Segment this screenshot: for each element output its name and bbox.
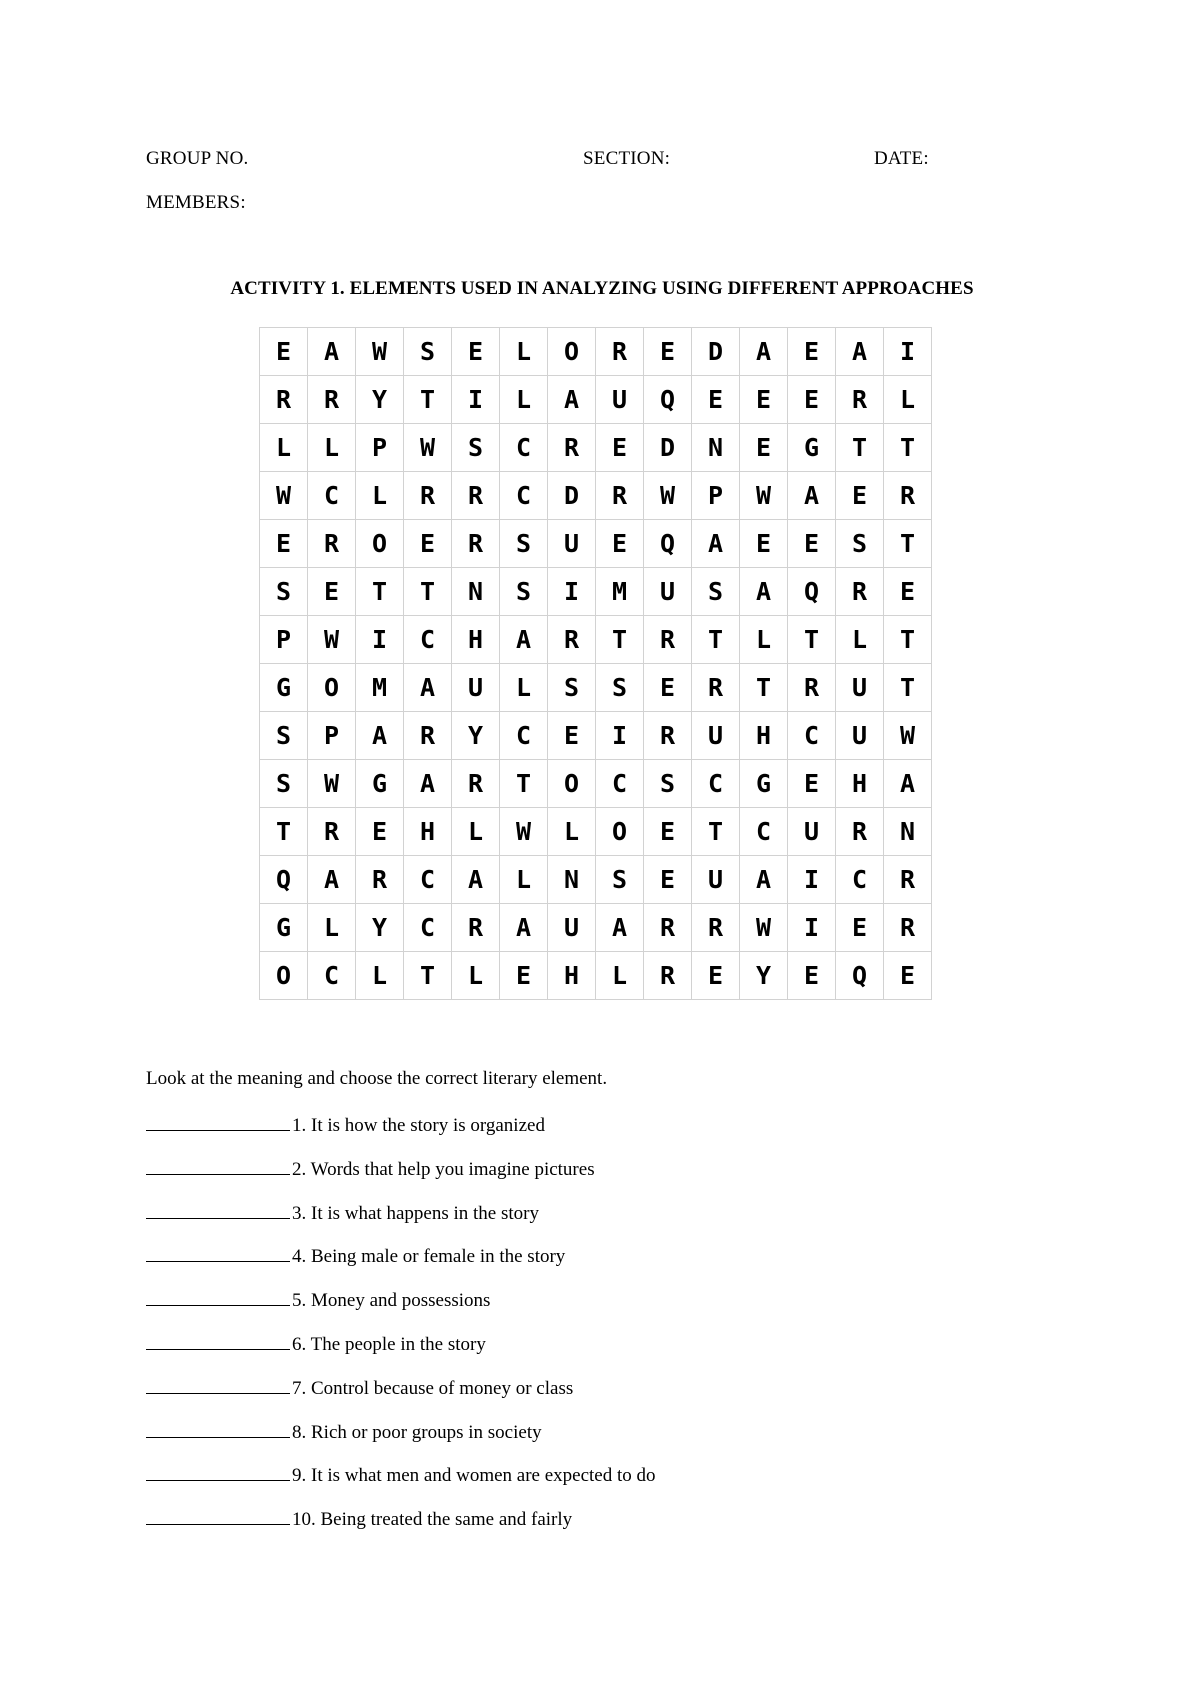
grid-cell: E — [692, 952, 740, 1000]
grid-cell: A — [500, 616, 548, 664]
grid-cell: R — [836, 808, 884, 856]
answer-blank[interactable] — [146, 1331, 290, 1350]
grid-cell: L — [452, 808, 500, 856]
grid-cell: I — [884, 328, 932, 376]
grid-cell: O — [260, 952, 308, 1000]
grid-row — [260, 952, 932, 1000]
members-label: MEMBERS: — [146, 192, 246, 213]
grid-cell: R — [644, 616, 692, 664]
grid-cell: E — [788, 328, 836, 376]
grid-cell: N — [452, 568, 500, 616]
grid-cell: O — [308, 664, 356, 712]
grid-cell: I — [452, 376, 500, 424]
grid-cell: U — [836, 712, 884, 760]
answer-blank[interactable] — [146, 1462, 290, 1481]
grid-row — [260, 904, 932, 952]
grid-cell: R — [644, 952, 692, 1000]
grid-cell: T — [404, 376, 452, 424]
grid-cell: R — [404, 472, 452, 520]
grid-cell: U — [596, 376, 644, 424]
grid-cell: E — [884, 952, 932, 1000]
question-text: 4. Being male or female in the story — [292, 1246, 566, 1268]
grid-cell: R — [644, 712, 692, 760]
grid-cell: L — [452, 952, 500, 1000]
grid-cell: T — [404, 952, 452, 1000]
grid-cell: C — [308, 472, 356, 520]
grid-row — [260, 760, 932, 808]
grid-cell: L — [836, 616, 884, 664]
question-item — [146, 1331, 656, 1375]
grid-cell: L — [596, 952, 644, 1000]
answer-blank[interactable] — [146, 1112, 290, 1131]
grid-cell: T — [884, 520, 932, 568]
grid-cell: S — [596, 664, 644, 712]
grid-cell: Y — [452, 712, 500, 760]
question-text: 10. Being treated the same and fairly — [292, 1509, 573, 1531]
section-label: SECTION: — [583, 148, 671, 169]
answer-blank[interactable] — [146, 1506, 290, 1525]
grid-cell: R — [596, 328, 644, 376]
activity-title: ACTIVITY 1. ELEMENTS USED IN ANALYZING USING DIFFERENT APPROACHES — [230, 278, 974, 299]
grid-cell: R — [452, 760, 500, 808]
grid-cell: E — [644, 328, 692, 376]
grid-cell: T — [836, 424, 884, 472]
grid-cell: O — [548, 328, 596, 376]
grid-cell: R — [404, 712, 452, 760]
grid-row — [260, 520, 932, 568]
grid-cell: W — [884, 712, 932, 760]
grid-cell: W — [308, 616, 356, 664]
grid-cell: G — [356, 760, 404, 808]
grid-cell: E — [452, 328, 500, 376]
question-list — [146, 1112, 656, 1550]
grid-cell: Q — [836, 952, 884, 1000]
grid-cell: S — [260, 760, 308, 808]
question-item — [146, 1375, 656, 1419]
question-item — [146, 1200, 656, 1244]
grid-cell: E — [788, 760, 836, 808]
grid-cell: L — [356, 952, 404, 1000]
grid-cell: T — [596, 616, 644, 664]
grid-cell: R — [452, 520, 500, 568]
question-text: 9. It is what men and women are expected to do — [292, 1465, 656, 1487]
grid-cell: C — [500, 472, 548, 520]
grid-cell: A — [404, 664, 452, 712]
grid-row — [260, 376, 932, 424]
question-text: 1. It is how the story is organized — [292, 1115, 545, 1136]
grid-cell: A — [836, 328, 884, 376]
grid-cell: L — [740, 616, 788, 664]
grid-cell: D — [644, 424, 692, 472]
grid-cell: A — [452, 856, 500, 904]
grid-cell: C — [500, 424, 548, 472]
grid-cell: E — [836, 904, 884, 952]
grid-cell: R — [788, 664, 836, 712]
grid-cell: E — [500, 952, 548, 1000]
grid-cell: E — [740, 424, 788, 472]
grid-cell: L — [356, 472, 404, 520]
grid-cell: R — [596, 472, 644, 520]
answer-blank[interactable] — [146, 1156, 290, 1175]
grid-row — [260, 472, 932, 520]
grid-cell: T — [884, 664, 932, 712]
grid-cell: C — [788, 712, 836, 760]
grid-cell: U — [548, 520, 596, 568]
grid-cell: I — [596, 712, 644, 760]
grid-cell: R — [452, 472, 500, 520]
grid-cell: W — [260, 472, 308, 520]
grid-cell: T — [404, 568, 452, 616]
grid-cell: U — [548, 904, 596, 952]
grid-cell: R — [548, 424, 596, 472]
grid-cell: R — [692, 664, 740, 712]
grid-cell: T — [884, 424, 932, 472]
grid-cell: R — [836, 376, 884, 424]
grid-cell: W — [740, 904, 788, 952]
grid-cell: S — [836, 520, 884, 568]
grid-cell: U — [644, 568, 692, 616]
grid-cell: U — [788, 808, 836, 856]
grid-cell: I — [548, 568, 596, 616]
grid-cell: Q — [260, 856, 308, 904]
grid-cell: T — [500, 760, 548, 808]
grid-cell: T — [356, 568, 404, 616]
grid-cell: P — [356, 424, 404, 472]
grid-cell: U — [692, 856, 740, 904]
grid-cell: T — [692, 616, 740, 664]
grid-cell: W — [644, 472, 692, 520]
grid-cell: L — [500, 376, 548, 424]
grid-cell: O — [356, 520, 404, 568]
grid-cell: Q — [644, 376, 692, 424]
grid-cell: L — [500, 856, 548, 904]
grid-row — [260, 664, 932, 712]
grid-cell: C — [740, 808, 788, 856]
grid-row — [260, 328, 932, 376]
question-item — [146, 1243, 656, 1287]
answer-blank[interactable] — [146, 1375, 290, 1394]
grid-cell: R — [884, 904, 932, 952]
grid-cell: W — [740, 472, 788, 520]
grid-cell: W — [356, 328, 404, 376]
grid-cell: E — [836, 472, 884, 520]
grid-cell: E — [404, 520, 452, 568]
grid-cell: G — [788, 424, 836, 472]
grid-cell: R — [308, 808, 356, 856]
grid-cell: E — [548, 712, 596, 760]
grid-cell: D — [548, 472, 596, 520]
grid-cell: R — [884, 856, 932, 904]
question-text: 2. Words that help you imagine pictures — [292, 1158, 595, 1180]
question-text: 6. The people in the story — [292, 1333, 486, 1355]
grid-cell: T — [788, 616, 836, 664]
grid-cell: D — [692, 328, 740, 376]
grid-cell: T — [740, 664, 788, 712]
grid-cell: Y — [356, 376, 404, 424]
grid-cell: S — [500, 520, 548, 568]
grid-cell: E — [740, 376, 788, 424]
grid-cell: I — [356, 616, 404, 664]
grid-cell: L — [260, 424, 308, 472]
grid-cell: A — [356, 712, 404, 760]
grid-cell: N — [884, 808, 932, 856]
grid-cell: I — [788, 904, 836, 952]
grid-cell: E — [308, 568, 356, 616]
grid-cell: C — [500, 712, 548, 760]
grid-cell: G — [740, 760, 788, 808]
grid-cell: R — [260, 376, 308, 424]
grid-row — [260, 808, 932, 856]
grid-cell: C — [308, 952, 356, 1000]
grid-cell: R — [692, 904, 740, 952]
grid-cell: N — [692, 424, 740, 472]
grid-row — [260, 616, 932, 664]
question-item — [146, 1462, 656, 1506]
grid-cell: A — [404, 760, 452, 808]
grid-cell: T — [692, 808, 740, 856]
grid-cell: R — [836, 568, 884, 616]
grid-cell: N — [548, 856, 596, 904]
grid-cell: M — [356, 664, 404, 712]
grid-cell: W — [500, 808, 548, 856]
grid-cell: S — [596, 856, 644, 904]
grid-cell: E — [260, 328, 308, 376]
grid-cell: L — [500, 328, 548, 376]
grid-cell: E — [644, 664, 692, 712]
grid-cell: M — [596, 568, 644, 616]
grid-row — [260, 712, 932, 760]
grid-cell: S — [452, 424, 500, 472]
question-text: 7. Control because of money or class — [292, 1377, 574, 1399]
grid-cell: E — [884, 568, 932, 616]
group-number-label: GROUP NO. — [146, 148, 249, 169]
grid-cell: U — [452, 664, 500, 712]
grid-cell: S — [548, 664, 596, 712]
grid-row — [260, 856, 932, 904]
question-item — [146, 1112, 656, 1156]
grid-cell: H — [452, 616, 500, 664]
grid-cell: C — [404, 616, 452, 664]
grid-cell: E — [644, 856, 692, 904]
grid-cell: W — [308, 760, 356, 808]
grid-cell: L — [548, 808, 596, 856]
grid-cell: S — [260, 568, 308, 616]
grid-cell: L — [308, 424, 356, 472]
word-search-grid — [259, 327, 932, 1000]
grid-cell: H — [836, 760, 884, 808]
grid-cell: E — [260, 520, 308, 568]
grid-cell: A — [500, 904, 548, 952]
grid-cell: E — [788, 520, 836, 568]
grid-cell: U — [836, 664, 884, 712]
grid-row — [260, 424, 932, 472]
answer-blank[interactable] — [146, 1200, 290, 1219]
grid-row — [260, 568, 932, 616]
grid-cell: S — [692, 568, 740, 616]
grid-cell: A — [692, 520, 740, 568]
grid-cell: W — [404, 424, 452, 472]
grid-cell: R — [452, 904, 500, 952]
grid-cell: R — [884, 472, 932, 520]
grid-cell: A — [740, 328, 788, 376]
grid-cell: R — [356, 856, 404, 904]
grid-cell: G — [260, 664, 308, 712]
grid-cell: A — [308, 856, 356, 904]
grid-cell: A — [740, 856, 788, 904]
grid-cell: H — [740, 712, 788, 760]
grid-cell: Y — [740, 952, 788, 1000]
grid-cell: E — [788, 952, 836, 1000]
grid-cell: S — [404, 328, 452, 376]
grid-cell: E — [644, 808, 692, 856]
grid-cell: Q — [644, 520, 692, 568]
question-item — [146, 1287, 656, 1331]
grid-cell: E — [692, 376, 740, 424]
grid-cell: P — [260, 616, 308, 664]
grid-cell: A — [740, 568, 788, 616]
grid-cell: R — [308, 376, 356, 424]
question-item — [146, 1419, 656, 1463]
grid-cell: S — [644, 760, 692, 808]
grid-cell: C — [404, 904, 452, 952]
question-item — [146, 1156, 656, 1200]
grid-cell: S — [260, 712, 308, 760]
grid-cell: Q — [788, 568, 836, 616]
grid-cell: A — [788, 472, 836, 520]
grid-cell: A — [308, 328, 356, 376]
answer-blank[interactable] — [146, 1419, 290, 1438]
grid-cell: O — [596, 808, 644, 856]
grid-cell: P — [308, 712, 356, 760]
grid-cell: E — [740, 520, 788, 568]
grid-cell: U — [692, 712, 740, 760]
grid-cell: A — [596, 904, 644, 952]
grid-cell: L — [308, 904, 356, 952]
grid-cell: C — [692, 760, 740, 808]
answer-blank[interactable] — [146, 1287, 290, 1306]
grid-cell: O — [548, 760, 596, 808]
question-text: 3. It is what happens in the story — [292, 1202, 539, 1224]
grid-cell: A — [884, 760, 932, 808]
grid-cell: T — [260, 808, 308, 856]
grid-cell: G — [260, 904, 308, 952]
grid-cell: P — [692, 472, 740, 520]
question-item — [146, 1506, 656, 1550]
grid-cell: E — [596, 424, 644, 472]
grid-cell: H — [548, 952, 596, 1000]
grid-cell: L — [500, 664, 548, 712]
grid-cell: R — [308, 520, 356, 568]
grid-cell: R — [548, 616, 596, 664]
answer-blank[interactable] — [146, 1243, 290, 1262]
grid-cell: E — [596, 520, 644, 568]
grid-cell: C — [836, 856, 884, 904]
instructions-text: Look at the meaning and choose the correct literary element. — [146, 1068, 608, 1089]
grid-cell: I — [788, 856, 836, 904]
grid-cell: L — [884, 376, 932, 424]
grid-cell: C — [404, 856, 452, 904]
question-text: 5. Money and possessions — [292, 1290, 491, 1312]
grid-cell: A — [548, 376, 596, 424]
grid-cell: E — [788, 376, 836, 424]
grid-cell: Y — [356, 904, 404, 952]
grid-cell: S — [500, 568, 548, 616]
grid-cell: R — [644, 904, 692, 952]
grid-cell: H — [404, 808, 452, 856]
question-text: 8. Rich or poor groups in society — [292, 1421, 542, 1443]
grid-cell: E — [356, 808, 404, 856]
date-label: DATE: — [874, 148, 929, 169]
grid-cell: C — [596, 760, 644, 808]
grid-cell: T — [884, 616, 932, 664]
